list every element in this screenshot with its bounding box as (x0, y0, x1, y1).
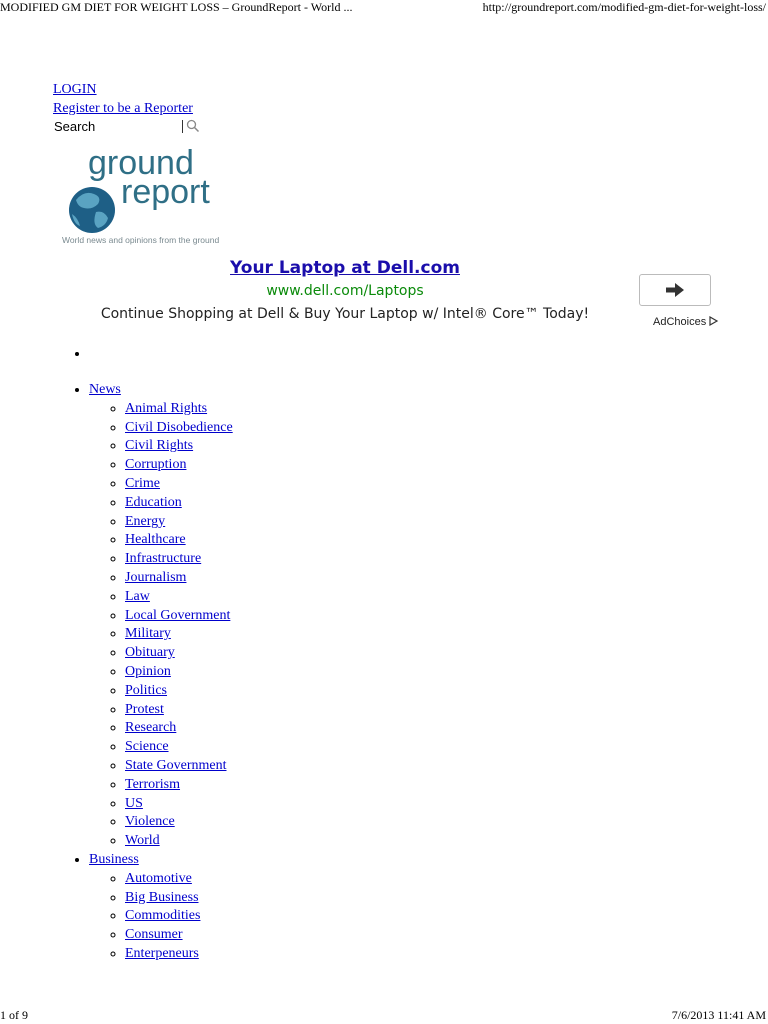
subnav-link[interactable]: Civil Disobedience (125, 419, 233, 435)
site-logo[interactable] (58, 140, 258, 250)
subnav-link[interactable]: Crime (125, 475, 160, 491)
subnav-link[interactable]: Protest (125, 701, 164, 717)
subnav-link[interactable]: Opinion (125, 663, 171, 679)
text-ad (0, 258, 690, 322)
subnav-item (125, 625, 233, 644)
subnav-link[interactable]: Science (125, 739, 169, 755)
subnav-item (125, 550, 233, 569)
adchoices-icon (709, 316, 719, 326)
subnav-item (125, 870, 233, 889)
subnav-link[interactable]: Consumer (125, 927, 183, 943)
subnav-link[interactable]: World (125, 833, 160, 849)
print-footer-page: 1 of 9 (0, 1008, 28, 1022)
subnav-item (125, 757, 233, 776)
subnav-link[interactable]: Terrorism (125, 776, 181, 792)
subnav-link[interactable]: State Government (125, 757, 227, 773)
subnav-item (125, 832, 233, 851)
subnav-item (125, 588, 233, 607)
print-footer-datetime: 7/6/2013 11:41 AM (671, 1008, 766, 1022)
subnav-item (125, 701, 233, 720)
subnav-link[interactable]: Education (125, 494, 182, 510)
subnav-item (125, 889, 233, 908)
subnav-link[interactable]: Enterpeneurs (125, 945, 199, 961)
subnav-item (125, 475, 233, 494)
subnav-item (125, 513, 233, 532)
subnav-item (125, 607, 233, 626)
logo-word-ground: ground (88, 144, 194, 182)
business-subnav (89, 870, 233, 964)
ad-display-url[interactable]: www.dell.com/Laptops (266, 283, 424, 299)
subnav-link[interactable]: Obituary (125, 645, 175, 661)
subnav-link[interactable]: Military (125, 626, 171, 642)
subnav-link[interactable]: Infrastructure (125, 551, 202, 567)
subnav-link[interactable]: US (125, 795, 143, 811)
ad-description: Continue Shopping at Dell & Buy Your Laptop w/ Intel® Core™ Today! (100, 306, 590, 322)
print-header-url: http://groundreport.com/modified-gm-diet-for-weight-loss/ (482, 0, 766, 14)
print-header-title: MODIFIED GM DIET FOR WEIGHT LOSS – GroundReport - World ... (0, 0, 353, 14)
ad-title-link[interactable]: Your Laptop at Dell.com (230, 258, 460, 278)
search-icon[interactable] (185, 118, 201, 134)
subnav-item (125, 663, 233, 682)
logo-word-report: report (121, 173, 210, 211)
subnav-item (125, 682, 233, 701)
subnav-item (125, 400, 233, 419)
nav-business-link[interactable]: Business (89, 851, 139, 867)
subnav-item (125, 644, 233, 663)
subnav-item (125, 776, 233, 795)
search-bar (52, 118, 202, 136)
subnav-item (125, 456, 233, 475)
subnav-item (125, 494, 233, 513)
subnav-link[interactable]: Big Business (125, 889, 199, 905)
subnav-link[interactable]: Law (125, 588, 150, 604)
globe-icon (69, 187, 115, 233)
nav-news-link[interactable]: News (89, 382, 121, 397)
search-input[interactable] (52, 118, 182, 134)
subnav-link[interactable]: Journalism (125, 569, 187, 585)
subnav-item (125, 795, 233, 814)
subnav-link[interactable]: Civil Rights (125, 438, 194, 454)
subnav-link[interactable]: Violence (125, 814, 175, 830)
subnav-item (125, 419, 233, 438)
logo-tagline: World news and opinions from the ground (62, 235, 220, 245)
subnav-link[interactable]: Politics (125, 682, 168, 698)
subnav-item (125, 437, 233, 456)
subnav-item (125, 738, 233, 757)
nav-empty-item (89, 345, 233, 381)
arrow-right-icon (665, 283, 685, 297)
subnav-item (125, 907, 233, 926)
top-links (53, 80, 193, 118)
subnav-link[interactable]: Animal Rights (125, 400, 208, 416)
news-subnav (89, 400, 233, 851)
subnav-item (125, 926, 233, 945)
main-nav (0, 345, 233, 964)
register-link[interactable]: Register to be a Reporter (53, 101, 193, 116)
subnav-item (125, 813, 233, 832)
login-link[interactable]: LOGIN (53, 82, 97, 97)
subnav-item (125, 531, 233, 550)
nav-section-business (89, 851, 233, 964)
adchoices-label[interactable] (653, 316, 719, 328)
subnav-link[interactable]: Energy (125, 513, 166, 529)
subnav-item (125, 569, 233, 588)
nav-section-news (89, 381, 233, 851)
subnav-link[interactable]: Automotive (125, 870, 192, 886)
subnav-item (125, 945, 233, 964)
subnav-link[interactable]: Corruption (125, 457, 187, 473)
subnav-link[interactable]: Commodities (125, 908, 201, 924)
subnav-link[interactable]: Local Government (125, 607, 231, 623)
search-separator (182, 120, 183, 133)
subnav-item (125, 719, 233, 738)
subnav-link[interactable]: Healthcare (125, 532, 186, 548)
subnav-link[interactable]: Research (125, 720, 177, 736)
adchoices-text: AdChoices (653, 316, 707, 328)
ad-arrow-button[interactable] (639, 274, 711, 306)
